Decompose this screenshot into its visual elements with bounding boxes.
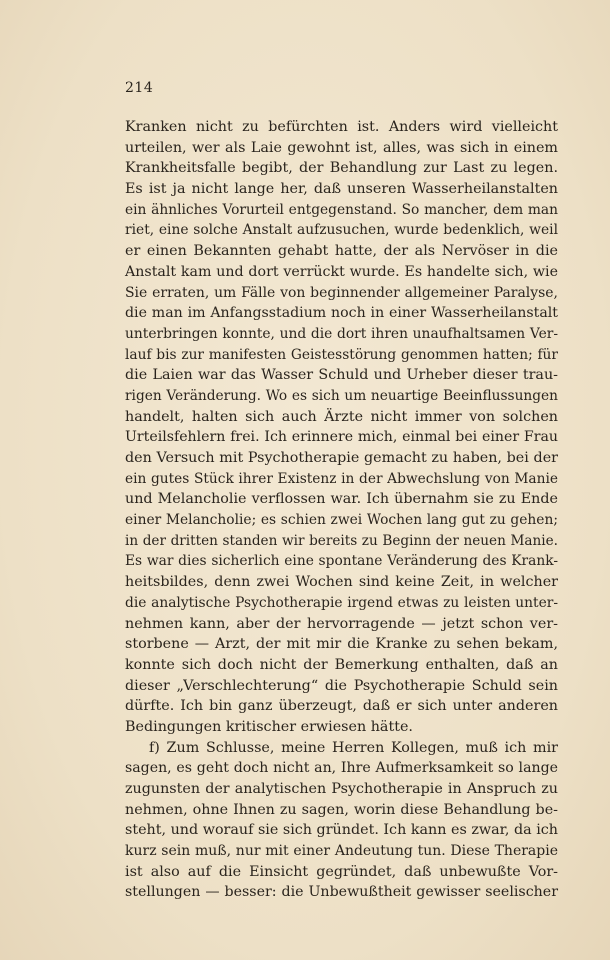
text-line: lauf bis zur manifesten Geistesstörung genommen hatten; für (125, 346, 558, 363)
text-line: dürfte. Ich bin ganz überzeugt, daß er sich unter anderen (125, 698, 558, 715)
text-line: handelt, halten sich auch Ärzte nicht immer von solchen (125, 408, 558, 425)
text-line: konnte sich doch nicht der Bemerkung enthalten, daß an (125, 656, 558, 673)
text-line: die analytische Psychotherapie irgend etwas zu leisten unter- (125, 594, 558, 611)
text-line: die Laien war das Wasser Schuld und Urheber dieser trau- (125, 367, 558, 384)
text-line: unterbringen konnte, und die dort ihren unaufhaltsamen Ver- (125, 325, 558, 342)
text-line: nehmen, ohne Ihnen zu sagen, worin diese Behandlung be- (125, 801, 558, 818)
text-line: Krankheitsfalle begibt, der Behandlung zur Last zu legen. (125, 160, 558, 177)
text-line: riet, eine solche Anstalt aufzusuchen, wurde bedenklich, weil (125, 222, 558, 239)
text-line: und Melancholie verflossen war. Ich übernahm sie zu Ende (125, 491, 558, 508)
text-line: Es war dies sicherlich eine spontane Veränderung des Krank- (125, 553, 558, 570)
text-line: ist also auf die Einsicht gegründet, daß unbewußte Vor- (125, 863, 558, 880)
text-line: stellungen — besser: die Unbewußtheit gewisser seelischer (125, 884, 558, 901)
text-line: nehmen kann, aber der hervorragende — jetzt schon ver- (125, 615, 558, 632)
text-line: ein gutes Stück ihrer Existenz in der Abwechslung von Manie (125, 470, 558, 487)
text-line: rigen Veränderung. Wo es sich um neuartige Beeinflussungen (125, 387, 558, 404)
text-line: einer Melancholie; es schien zwei Wochen lang gut zu gehen; (125, 512, 558, 529)
text-line: Es ist ja nicht lange her, daß unseren Wasserheilanstalten (125, 181, 558, 198)
text-line: den Versuch mit Psychotherapie gemacht zu haben, bei der (125, 450, 558, 466)
text-line: heitsbildes, denn zwei Wochen sind keine Zeit, in welcher (125, 574, 558, 591)
text-line: f) Zum Schlusse, meine Herren Kollegen, muß ich mir (149, 739, 558, 756)
text-line: sagen, es geht doch nicht an, Ihre Aufmerksamkeit so lange (125, 760, 558, 777)
text-line: kurz sein muß, nur mit einer Andeutung tun. Diese Therapie (125, 843, 558, 860)
text-line: die man im Anfangsstadium noch in einer Wasserheilanstalt (125, 305, 558, 322)
text-line: Sie erraten, um Fälle von beginnender allgemeiner Paralyse, (125, 284, 558, 301)
text-line: er einen Bekannten gehabt hatte, der als Nervöser in die (125, 243, 558, 260)
text-line: dieser „Verschlechterung“ die Psychotherapie Schuld sein (125, 677, 558, 694)
text-line: in der dritten standen wir bereits zu Beginn der neuen Manie. (125, 532, 558, 549)
page-number: 214 (125, 80, 154, 96)
text-line: Bedingungen kritischer erwiesen hätte. (125, 718, 413, 735)
text-line: Anstalt kam und dort verrückt wurde. Es handelte sich, wie (125, 263, 558, 280)
text-line: Kranken nicht zu befürchten ist. Anders wird vielleicht (125, 119, 558, 135)
text-line: zugunsten der analytischen Psychotherapie in Anspruch zu (125, 781, 558, 797)
text-line: urteilen, wer als Laie gewohnt ist, alles, was sich in einem (125, 139, 558, 156)
text-line: steht, und worauf sie sich gründet. Ich kann es zwar, da ich (125, 822, 558, 839)
text-line: storbene — Arzt, der mit mir die Kranke zu sehen bekam, (125, 636, 558, 653)
text-line: Urteilsfehlern frei. Ich erinnere mich, einmal bei einer Frau (125, 429, 558, 446)
body-text (125, 117, 558, 903)
text-line: ein ähnliches Vorurteil entgegenstand. So mancher, dem man (125, 201, 558, 218)
